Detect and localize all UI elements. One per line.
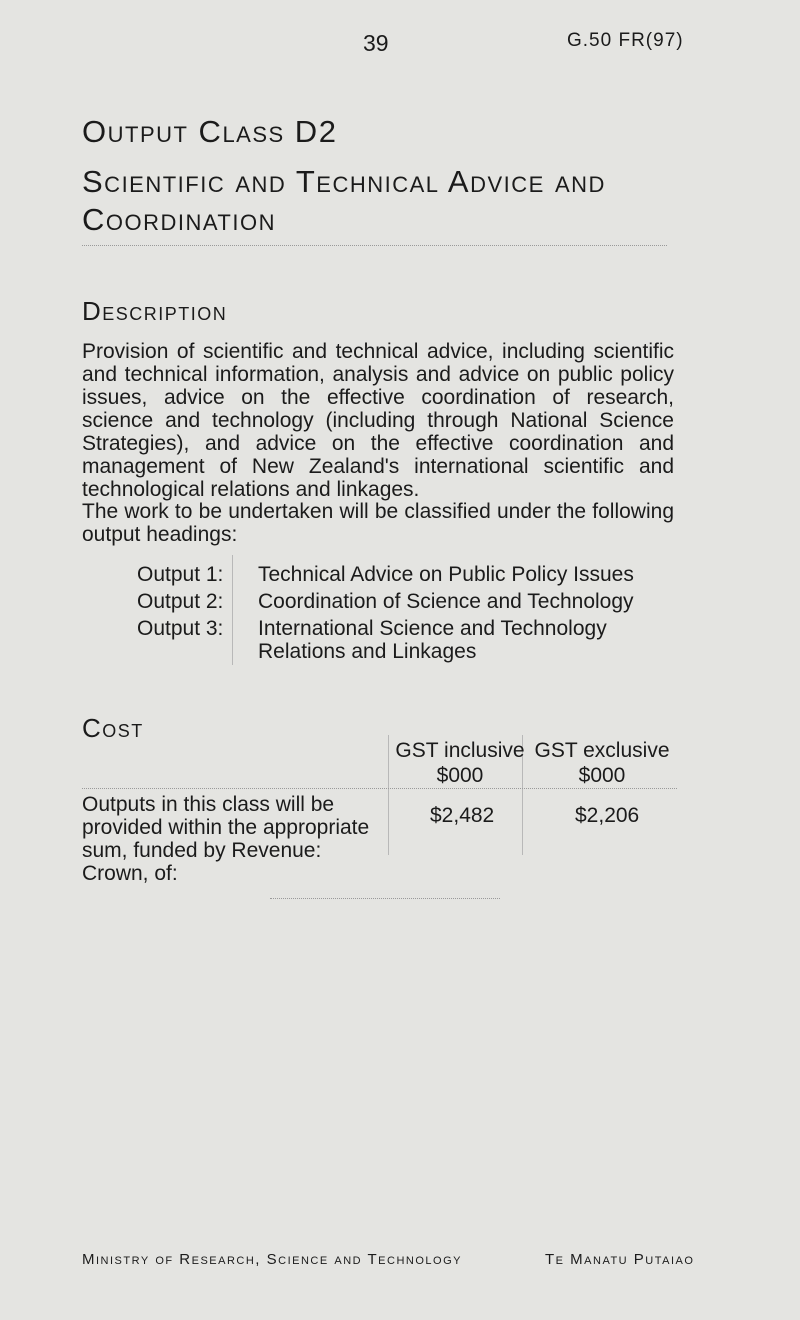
output-intro-paragraph: The work to be undertaken will be classified under the following output headings: [82,500,674,546]
output-class-title: Output Class D2 [82,114,338,149]
cost-description: Outputs in this class will be provided within the appropriate sum, funded by Revenue: Crown, of: [82,793,370,885]
gst-inclusive-unit: $000 [436,764,484,787]
page-number: 39 [363,30,389,56]
cost-header-rule [82,788,677,789]
footer-maori-name: Te Manatu Putaiao [545,1251,695,1268]
output-item [82,590,682,613]
description-heading: Description [82,296,228,326]
output-title: International Science and Technology Relations and Linkages [258,617,607,663]
output-label: Output 2: [137,590,224,613]
output-label: Output 1: [137,563,224,586]
description-paragraph: Provision of scientific and technical advice, including scientific and technical information, analysis and advice on public policy issues, advice on the effective coordination of research, science and technology (including through National Science Strategies), and advice on the effective coordination and management of New Zealand's international scientific and technological relations and linkages. [82,340,674,501]
page-title: Scientific and Technical Advice and Coordination [82,164,606,237]
cost-end-rule [270,898,500,899]
cost-heading: Cost [82,713,144,743]
title-rule [82,245,667,246]
document-code: G.50 FR(97) [567,30,684,51]
gst-exclusive-label: GST exclusive [534,739,670,762]
gst-inclusive-label: GST inclusive [395,739,525,762]
gst-exclusive-value: $2,206 [575,804,640,827]
output-title: Coordination of Science and Technology [258,590,634,613]
output-title: Technical Advice on Public Policy Issues [258,563,634,586]
output-label: Output 3: [137,617,224,640]
gst-exclusive-header [528,738,676,788]
gst-inclusive-header [395,738,525,788]
output-item [82,563,682,586]
gst-inclusive-value: $2,482 [430,804,495,827]
output-item [82,617,682,663]
footer-ministry: Ministry of Research, Science and Technology [82,1251,462,1268]
gst-exclusive-unit: $000 [578,764,626,787]
cost-column-divider [388,735,389,855]
output-headings-list [82,563,682,667]
